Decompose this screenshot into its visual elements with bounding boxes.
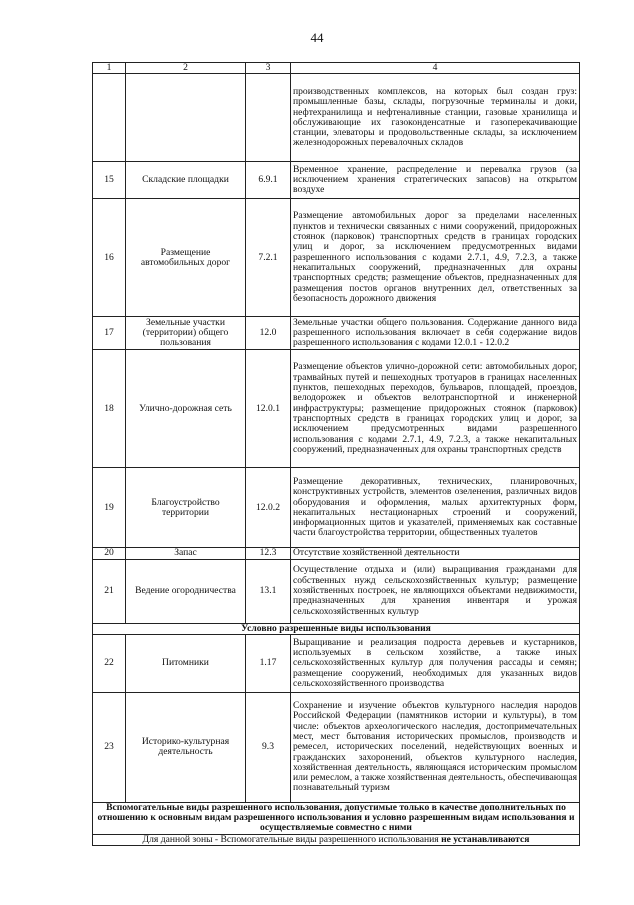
column-number: 3 xyxy=(246,63,291,74)
use-name: Благоустройство территории xyxy=(126,468,246,548)
use-description: Отсутствие хозяйственной деятельности xyxy=(291,548,580,559)
land-use-table xyxy=(92,62,580,846)
use-description: Размещение объектов улично-дорожной сети: автомобильных дорог, трамвайных путей и пешеходных тротуаров в границах населенных пунктов, пешеходных переходов, бульваров, площадей, проездов, велодорожек и объектов велотранспортной и инженерной инфраструктуры; размещение придорожных стоянок (парковок) транспортных средств в границах городских улиц и дорог, за исключением предусмотренных видами разрешенного использования с кодами 2.7.1, 4.9, 7.2.3, а также некапитальных сооружений, предназначенных для охраны транспортных средств xyxy=(291,350,580,468)
auxiliary-note-row xyxy=(93,834,580,845)
use-name: Питомники xyxy=(126,634,246,692)
table-row xyxy=(93,559,580,623)
use-description: Сохранение и изучение объектов культурного наследия народов Российской Федерации (памятников истории и культуры), в том числе: объектов археологического наследия, достопримечательных мест, мест бытования исторических промыслов, производств и ремесел, исторических поселений, недействующих военных и гражданских захоронений, объектов культурного наследия, хозяйственная деятельность, являющаяся историческим промыслом или ремеслом, а также хозяйственная деятельность, обеспечивающая познавательный туризм xyxy=(291,692,580,802)
use-description: Размещение декоративных, технических, планировочных, конструктивных устройств, элементов озеленения, различных видов оборудования и оформления, малых архитектурных форм, некапитальных нестационарных строений и сооружений, информационных щитов и указателей, применяемых как составные части благоустройства территории, общественных туалетов xyxy=(291,468,580,548)
table-row xyxy=(93,199,580,317)
column-number: 4 xyxy=(291,63,580,74)
table-row xyxy=(93,317,580,350)
auxiliary-note-text: Для данной зоны - Вспомогательные виды разрешенного использования xyxy=(142,833,442,845)
table-row xyxy=(93,350,580,468)
use-description: Осуществление отдыха и (или) выращивания гражданами для собственных нужд сельскохозяйственных культур; размещение хозяйственных построек, не являющихся объектами недвижимости, предназначенных для хранения инвентаря и урожая сельскохозяйственных культур xyxy=(291,559,580,623)
use-code: 12.0 xyxy=(246,317,291,350)
row-number: 22 xyxy=(93,634,126,692)
use-code: 7.2.1 xyxy=(246,199,291,317)
use-code: 12.0.1 xyxy=(246,350,291,468)
use-description: Земельные участки общего пользования. Содержание данного вида разрешенного использования включает в себя содержание видов разрешенного использования с кодами 12.0.1 - 12.0.2 xyxy=(291,317,580,350)
row-number: 18 xyxy=(93,350,126,468)
auxiliary-uses-heading: Вспомогательные виды разрешенного использования, допустимые только в качестве дополнительных по отношению к основным видам разрешенного использования и условно разрешенным видам использования и осуществляемые совместно с ними xyxy=(93,802,580,834)
use-description: Размещение автомобильных дорог за пределами населенных пунктов и технически связанных с ними сооружений, придорожных стоянок (парковок) транспортных средств в границах городских улиц и дорог, за исключением предусмотренных видами разрешенного использования с кодами 2.7.1, 4.9, 7.2.3, а также некапитальных сооружений, предназначенных для охраны транспортных средств; размещение объектов, предназначенных для размещения постов органов внутренних дел, ответственных за безопасность дорожного движения xyxy=(291,199,580,317)
column-number: 1 xyxy=(93,63,126,74)
row-number: 23 xyxy=(93,692,126,802)
column-number-row xyxy=(93,63,580,74)
use-code xyxy=(246,74,291,162)
use-name: Размещение автомобильных дорог xyxy=(126,199,246,317)
use-name: Запас xyxy=(126,548,246,559)
use-name: Ведение огородничества xyxy=(126,559,246,623)
use-code: 12.0.2 xyxy=(246,468,291,548)
use-description: Выращивание и реализация подроста деревьев и кустарников, используемых в сельском хозяйстве, а также иных сельскохозяйственных культур для получения рассады и семян; размещение сооружений, необходимых для указанных видов сельскохозяйственного производства xyxy=(291,634,580,692)
use-code: 9.3 xyxy=(246,692,291,802)
row-number xyxy=(93,74,126,162)
auxiliary-heading-row xyxy=(93,802,580,834)
row-number: 19 xyxy=(93,468,126,548)
table-row xyxy=(93,548,580,559)
use-description: Временное хранение, распределение и перевалка грузов (за исключением хранения стратегических запасов) на открытом воздухе xyxy=(291,162,580,199)
auxiliary-uses-note xyxy=(93,834,580,845)
table-row xyxy=(93,634,580,692)
use-code: 13.1 xyxy=(246,559,291,623)
row-number: 21 xyxy=(93,559,126,623)
table-row xyxy=(93,692,580,802)
table-row xyxy=(93,468,580,548)
column-number: 2 xyxy=(126,63,246,74)
section-conditional-heading: Условно разрешенные виды использования xyxy=(93,623,580,634)
row-number: 15 xyxy=(93,162,126,199)
row-number: 20 xyxy=(93,548,126,559)
use-code: 6.9.1 xyxy=(246,162,291,199)
row-number: 17 xyxy=(93,317,126,350)
use-name: Улично-дорожная сеть xyxy=(126,350,246,468)
table-row xyxy=(93,162,580,199)
use-name: Складские площадки xyxy=(126,162,246,199)
table-row xyxy=(93,74,580,162)
section-header-row xyxy=(93,623,580,634)
auxiliary-note-emphasis: не устанавливаются xyxy=(441,833,530,845)
use-description: производственных комплексов, на которых был создан груз: промышленные базы, склады, погрузочные терминалы и доки, нефтехранилища и нефтеналивные станции, газовые хранилища и обслуживающие их газоконденсатные и газоперекачивающие станции, элеваторы и продовольственные склады, за исключением железнодорожных перевалочных складов xyxy=(291,74,580,162)
use-code: 1.17 xyxy=(246,634,291,692)
use-name: Историко-культурная деятельность xyxy=(126,692,246,802)
use-code: 12.3 xyxy=(246,548,291,559)
row-number: 16 xyxy=(93,199,126,317)
use-name: Земельные участки (территории) общего пользования xyxy=(126,317,246,350)
use-name xyxy=(126,74,246,162)
page-number: 44 xyxy=(310,30,324,45)
